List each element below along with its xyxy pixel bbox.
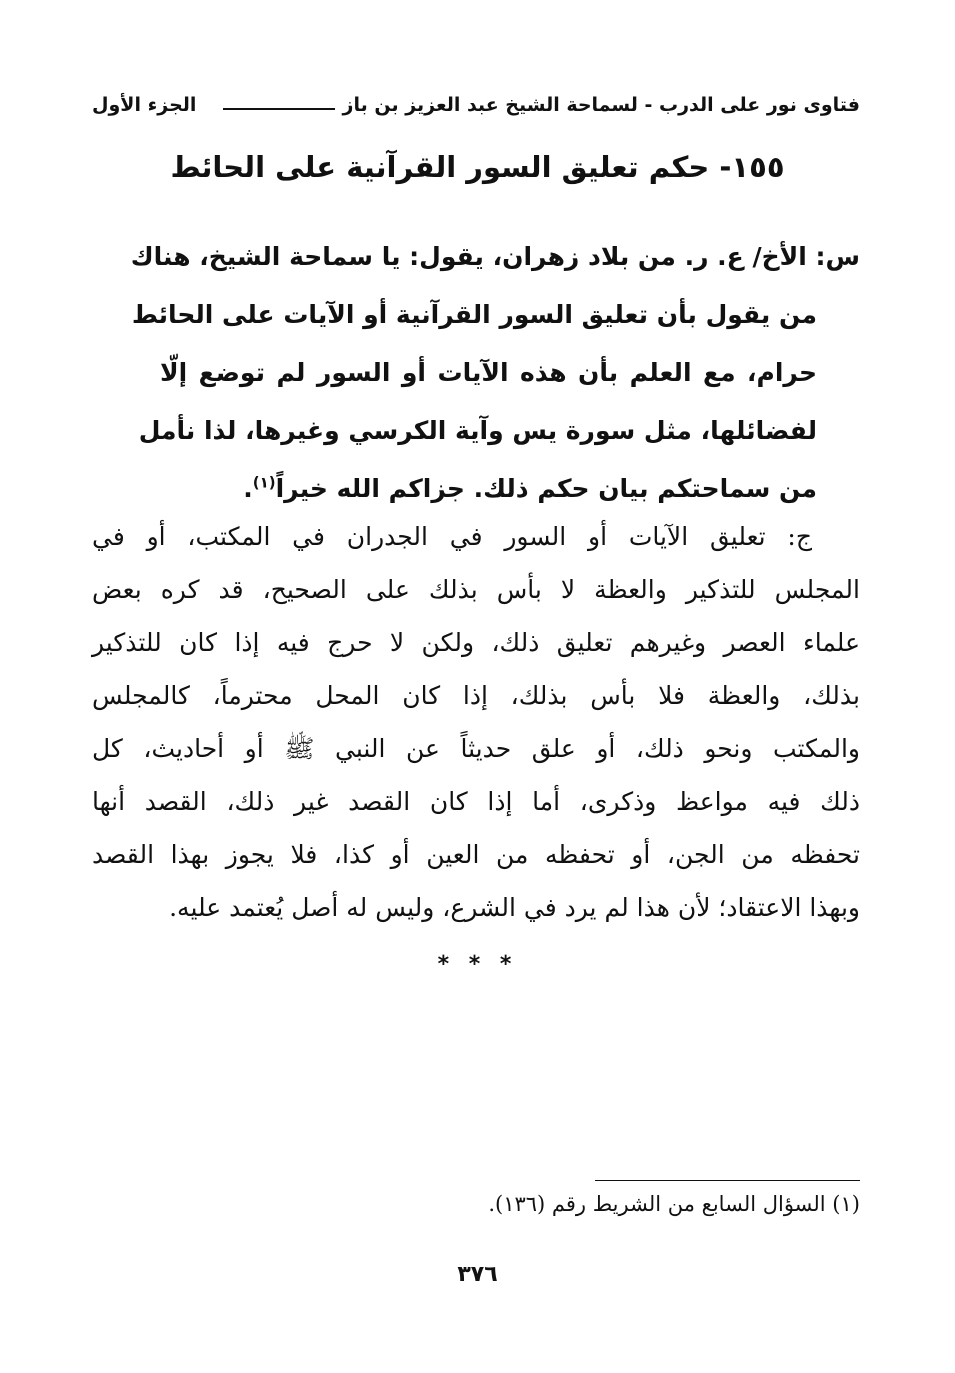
question-line: من سماحتكم بيان حكم ذلك. جزاكم الله خيراً [275,474,817,503]
question-paragraph [130,228,860,518]
footnote-reference: (١) [252,473,276,492]
question-line: حرام، مع العلم بأن هذه الآيات أو السور لم توضع إلّا [160,358,817,387]
running-header [92,88,860,122]
page-number: ٣٧٦ [457,1262,498,1287]
answer-line: ذلك فيه مواعظ وذكرى، أما إذا كان القصد غير ذلك، القصد أنها [92,787,860,816]
question-line: س: الأخ/ ع. ر. من بلاد زهران، يقول: يا سماحة الشيخ، هناك [130,242,860,271]
header-rule [223,108,335,110]
answer-line: تحفظه من الجن، أو تحفظه من العين أو كذا، فلا يجوز بهذا القصد [92,840,860,869]
answer-line: علماء العصر وغيرهم تعليق ذلك، ولكن لا حرج فيه إذا كان للتذكير [92,628,860,657]
header-volume: الجزء الأول [92,94,197,116]
header-book-title-group [215,94,860,116]
answer-line: المجلس للتذكير والعظة لا بأس بذلك على الصحيح، قد كره بعض [92,575,860,604]
question-end-punctuation: . [243,474,253,503]
footnote-rule [595,1180,860,1181]
header-book-title: فتاوى نور على الدرب - لسماحة الشيخ عبد العزيز بن باز [342,94,860,116]
section-separator: * * * [437,952,518,977]
chapter-title: ١٥٥- حكم تعليق السور القرآنية على الحائط [170,150,785,184]
answer-line: والمكتب ونحو ذلك، أو علق حديثاً عن النبي ﷺ أو أحاديث، كل [92,734,860,763]
footnote: (١) السؤال السابع من الشريط رقم (١٣٦). [488,1192,860,1216]
answer-paragraph [92,510,860,934]
answer-line: بذلك، والعظة فلا بأس بذلك، إذا كان المحل محترماً، كالمجلس [92,681,860,710]
answer-line: وبهذا الاعتقاد؛ لأن هذا لم يرد في الشرع، وليس له أصل يُعتمد عليه. [169,893,860,922]
question-line: لفضائلها، مثل سورة يس وآية الكرسي وغيرها، لذا نأمل [138,416,817,445]
answer-line: ج: تعليق الآيات أو السور في الجدران في المكتب، أو في [92,522,812,551]
question-line: من يقول بأن تعليق السور القرآنية أو الآيات على الحائط [131,300,817,329]
